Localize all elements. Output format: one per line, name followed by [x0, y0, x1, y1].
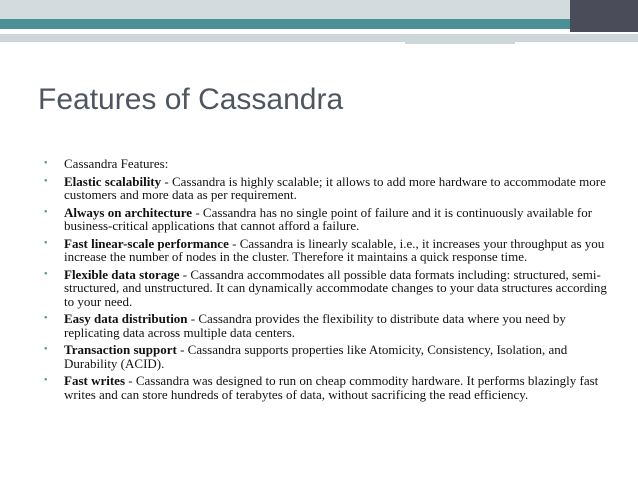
feature-term: Fast writes: [64, 373, 126, 388]
feature-text: - Cassandra has no single point of failure and it is continuously available for business-critical applications that cannot afford a failure.: [64, 204, 593, 233]
bullet-icon: •: [44, 237, 48, 249]
feature-term: Always on architecture: [64, 204, 193, 220]
feature-term: Transaction support: [64, 342, 177, 357]
header-stripe-teal: [0, 19, 638, 29]
bullet-icon: •: [44, 313, 48, 324]
bullet-icon: •: [44, 158, 48, 169]
feature-term: Easy data distribution: [64, 311, 188, 326]
list-item: [44, 343, 614, 370]
header-corner-block: [570, 0, 638, 32]
feature-text: - Cassandra is highly scalable; it allows to add more hardware to accommodate more customers and more data as per requirement.: [64, 173, 606, 202]
feature-text: - Cassandra was designed to run on cheap commodity hardware. It performs blazingly fast writes and can store hundreds of terabytes of data, without sacrificing the read efficiency.: [64, 373, 599, 402]
list-item: [44, 175, 614, 202]
list-item: [44, 237, 614, 264]
list-item: [44, 157, 614, 171]
bullet-icon: •: [44, 206, 48, 218]
feature-text: - Cassandra accommodates all possible data formats including: structured, semi-structured, and unstructured. It can dynamically accommodate changes to your data structures according to your need.: [64, 266, 607, 309]
bullet-icon: •: [44, 344, 48, 355]
header-band: [0, 0, 638, 46]
feature-term: Fast linear-scale performance: [64, 235, 229, 251]
bullet-icon: •: [44, 175, 48, 187]
bullet-icon: •: [44, 375, 48, 386]
header-stripe-pale: [0, 34, 638, 42]
feature-term: Flexible data storage: [64, 266, 180, 282]
list-item: [44, 312, 614, 339]
feature-list: [44, 157, 614, 405]
slide-title: Features of Cassandra: [38, 83, 344, 116]
feature-term: Elastic scalability: [64, 173, 162, 189]
list-item: [44, 268, 614, 309]
feature-text: - Cassandra is linearly scalable, i.e., it increases your throughput as you increase the number of nodes in the cluster. Therefore it maintains a quick response time.: [64, 235, 605, 264]
feature-text: - Cassandra supports properties like Atomicity, Consistency, Isolation, and Durability (ACID).: [64, 342, 568, 371]
feature-text: Cassandra Features:: [64, 156, 169, 171]
header-accent-line: [405, 42, 515, 44]
list-item: [44, 206, 614, 233]
header-stripe-light: [0, 0, 638, 19]
list-item: [44, 374, 614, 401]
feature-text: - Cassandra provides the flexibility to distribute data where you need by replicating data across multiple data centers.: [64, 311, 566, 340]
bullet-icon: •: [44, 268, 48, 280]
